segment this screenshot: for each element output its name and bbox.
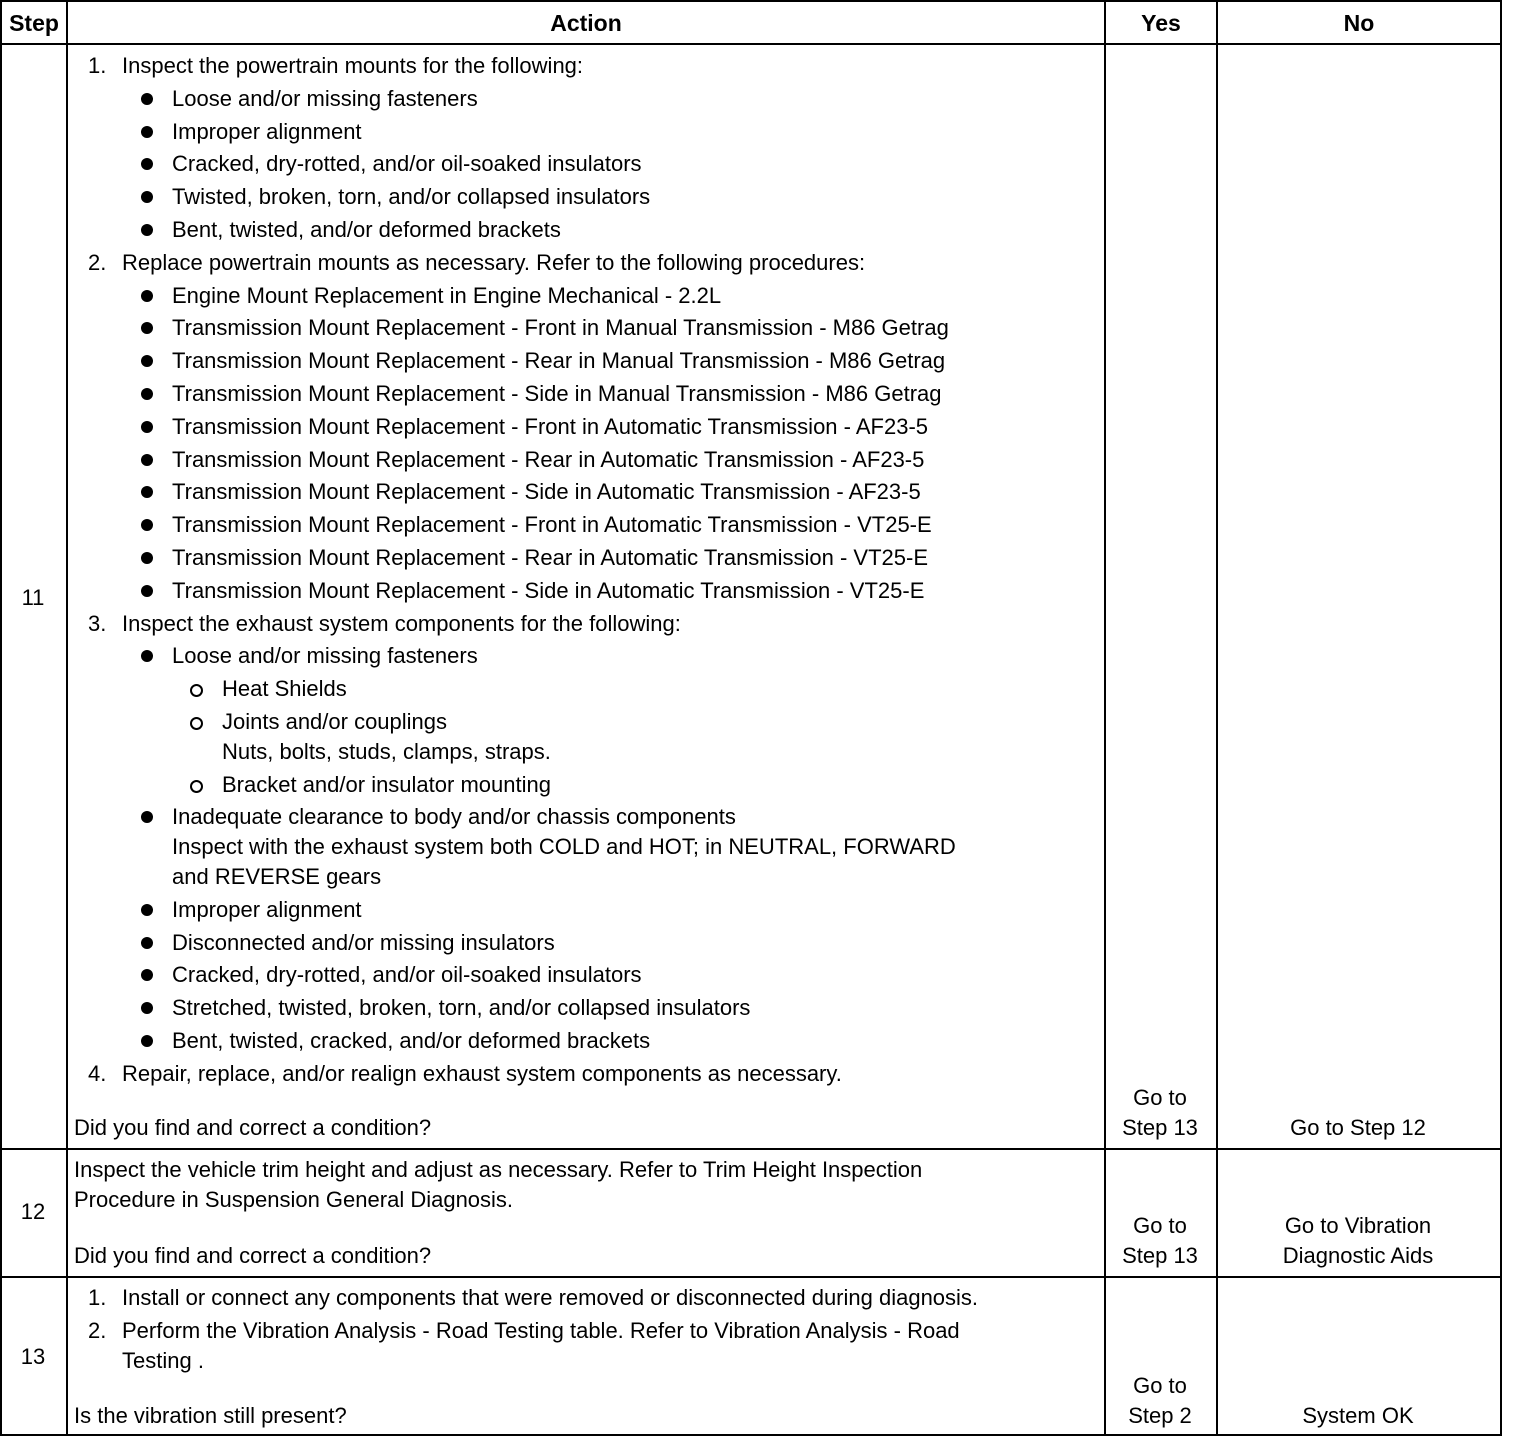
- list-item: Repair, replace, and/or realign exhaust system components as necessary.: [122, 1060, 842, 1086]
- list-item: Transmission Mount Replacement - Side in Automatic Transmission - VT25-E: [172, 577, 925, 603]
- list-number: 3.: [88, 610, 107, 636]
- bullet-icon: [141, 93, 153, 105]
- list-item-continuation: Inspect with the exhaust system both COLD and HOT; in NEUTRAL, FORWARD: [172, 834, 956, 860]
- sub-list-item-continuation: Nuts, bolts, studs, clamps, straps.: [222, 738, 551, 764]
- list-item: Stretched, twisted, broken, torn, and/or collapsed insulators: [172, 995, 751, 1021]
- list-number: 2.: [88, 249, 107, 275]
- bullet-icon: [141, 388, 153, 400]
- header-no: No: [1343, 10, 1375, 36]
- list-number: 1.: [88, 1285, 107, 1310]
- bullet-icon: [141, 290, 153, 302]
- bullet-icon: [141, 126, 153, 138]
- sub-bullet-icon: [190, 780, 203, 793]
- list-item: Loose and/or missing fasteners: [172, 643, 478, 669]
- bullet-icon: [141, 1035, 153, 1047]
- list-item: Cracked, dry-rotted, and/or oil-soaked insulators: [172, 962, 642, 988]
- bullet-icon: [141, 421, 153, 433]
- bullet-icon: [141, 904, 153, 916]
- row-divider: [2, 1148, 1500, 1150]
- list-item: Perform the Vibration Analysis - Road Testing table. Refer to Vibration Analysis - Road Testing .: [122, 1317, 960, 1373]
- list-item: Transmission Mount Replacement - Rear in Automatic Transmission - VT25-E: [172, 545, 929, 570]
- no-action: System OK: [1302, 1403, 1414, 1428]
- list-item: Transmission Mount Replacement - Front in Automatic Transmission - AF23-5: [172, 413, 929, 439]
- bullet-icon: [141, 224, 153, 236]
- sub-bullet-icon: [190, 717, 203, 730]
- list-item: Transmission Mount Replacement - Rear in Automatic Transmission - AF23-5: [172, 446, 925, 472]
- no-action: Go to Vibration Diagnostic Aids: [1282, 1213, 1434, 1268]
- header-step: Step: [9, 10, 59, 36]
- list-item-continuation: and REVERSE gears: [172, 864, 382, 889]
- list-item: Install or connect any components that were removed or disconnected during diagnosis.: [122, 1285, 979, 1310]
- list-item: Cracked, dry-rotted, and/or oil-soaked insulators: [172, 151, 642, 177]
- list-item: Engine Mount Replacement in Engine Mechanical - 2.2L: [172, 282, 722, 308]
- list-item: Inspect the powertrain mounts for the following:: [122, 53, 584, 78]
- header-yes: Yes: [1141, 10, 1181, 36]
- list-item: Improper alignment: [172, 896, 362, 922]
- list-number: 2.: [88, 1317, 107, 1343]
- bullet-icon: [141, 454, 153, 466]
- list-item: Transmission Mount Replacement - Side in Manual Transmission - M86 Getrag: [172, 381, 942, 406]
- yes-action: Go to Step 13: [1122, 1213, 1198, 1268]
- step-number: 13: [20, 1344, 46, 1369]
- bullet-icon: [141, 585, 153, 597]
- list-item: Bent, twisted, and/or deformed brackets: [172, 217, 561, 242]
- list-item: Loose and/or missing fasteners: [172, 85, 478, 111]
- list-item: Replace powertrain mounts as necessary. Refer to the following procedures:: [122, 249, 866, 275]
- question: Did you find and correct a condition?: [74, 1115, 432, 1140]
- bullet-icon: [141, 552, 153, 564]
- list-item: Transmission Mount Replacement - Front in Manual Transmission - M86 Getrag: [172, 315, 949, 341]
- instruction: Inspect the vehicle trim height and adjust as necessary. Refer to Trim Height Inspection Procedure in Suspension General Diagnosis.: [74, 1157, 923, 1212]
- question: Did you find and correct a condition?: [74, 1243, 432, 1268]
- list-item: Disconnected and/or missing insulators: [172, 929, 555, 955]
- list-item: Twisted, broken, torn, and/or collapsed insulators: [172, 184, 651, 210]
- yes-action: Go to Step 2: [1128, 1373, 1192, 1428]
- yes-action: Go to Step 13: [1122, 1085, 1198, 1140]
- list-item: Inspect the exhaust system components for the following:: [122, 610, 681, 636]
- sub-list-item: Joints and/or couplings: [222, 709, 448, 734]
- sub-list-item: Bracket and/or insulator mounting: [222, 771, 551, 797]
- column-divider: [66, 2, 68, 1434]
- list-number: 4.: [88, 1060, 107, 1086]
- no-action: Go to Step 12: [1290, 1115, 1426, 1140]
- list-item: Inadequate clearance to body and/or chassis components: [172, 804, 736, 830]
- step-number: 11: [21, 585, 45, 610]
- list-item: Transmission Mount Replacement - Rear in Manual Transmission - M86 Getrag: [172, 348, 946, 374]
- list-number: 1.: [88, 53, 107, 78]
- list-item: Transmission Mount Replacement - Side in Automatic Transmission - AF23-5: [172, 479, 921, 505]
- header-action: Action: [550, 10, 622, 36]
- question: Is the vibration still present?: [74, 1403, 347, 1428]
- list-item: Improper alignment: [172, 118, 362, 144]
- bullet-icon: [141, 937, 153, 949]
- sub-list-item: Heat Shields: [222, 676, 347, 702]
- step-number: 12: [20, 1199, 46, 1224]
- list-item: Transmission Mount Replacement - Front in Automatic Transmission - VT25-E: [172, 512, 932, 538]
- list-item: Bent, twisted, cracked, and/or deformed brackets: [172, 1028, 651, 1053]
- row-divider: [2, 1276, 1500, 1278]
